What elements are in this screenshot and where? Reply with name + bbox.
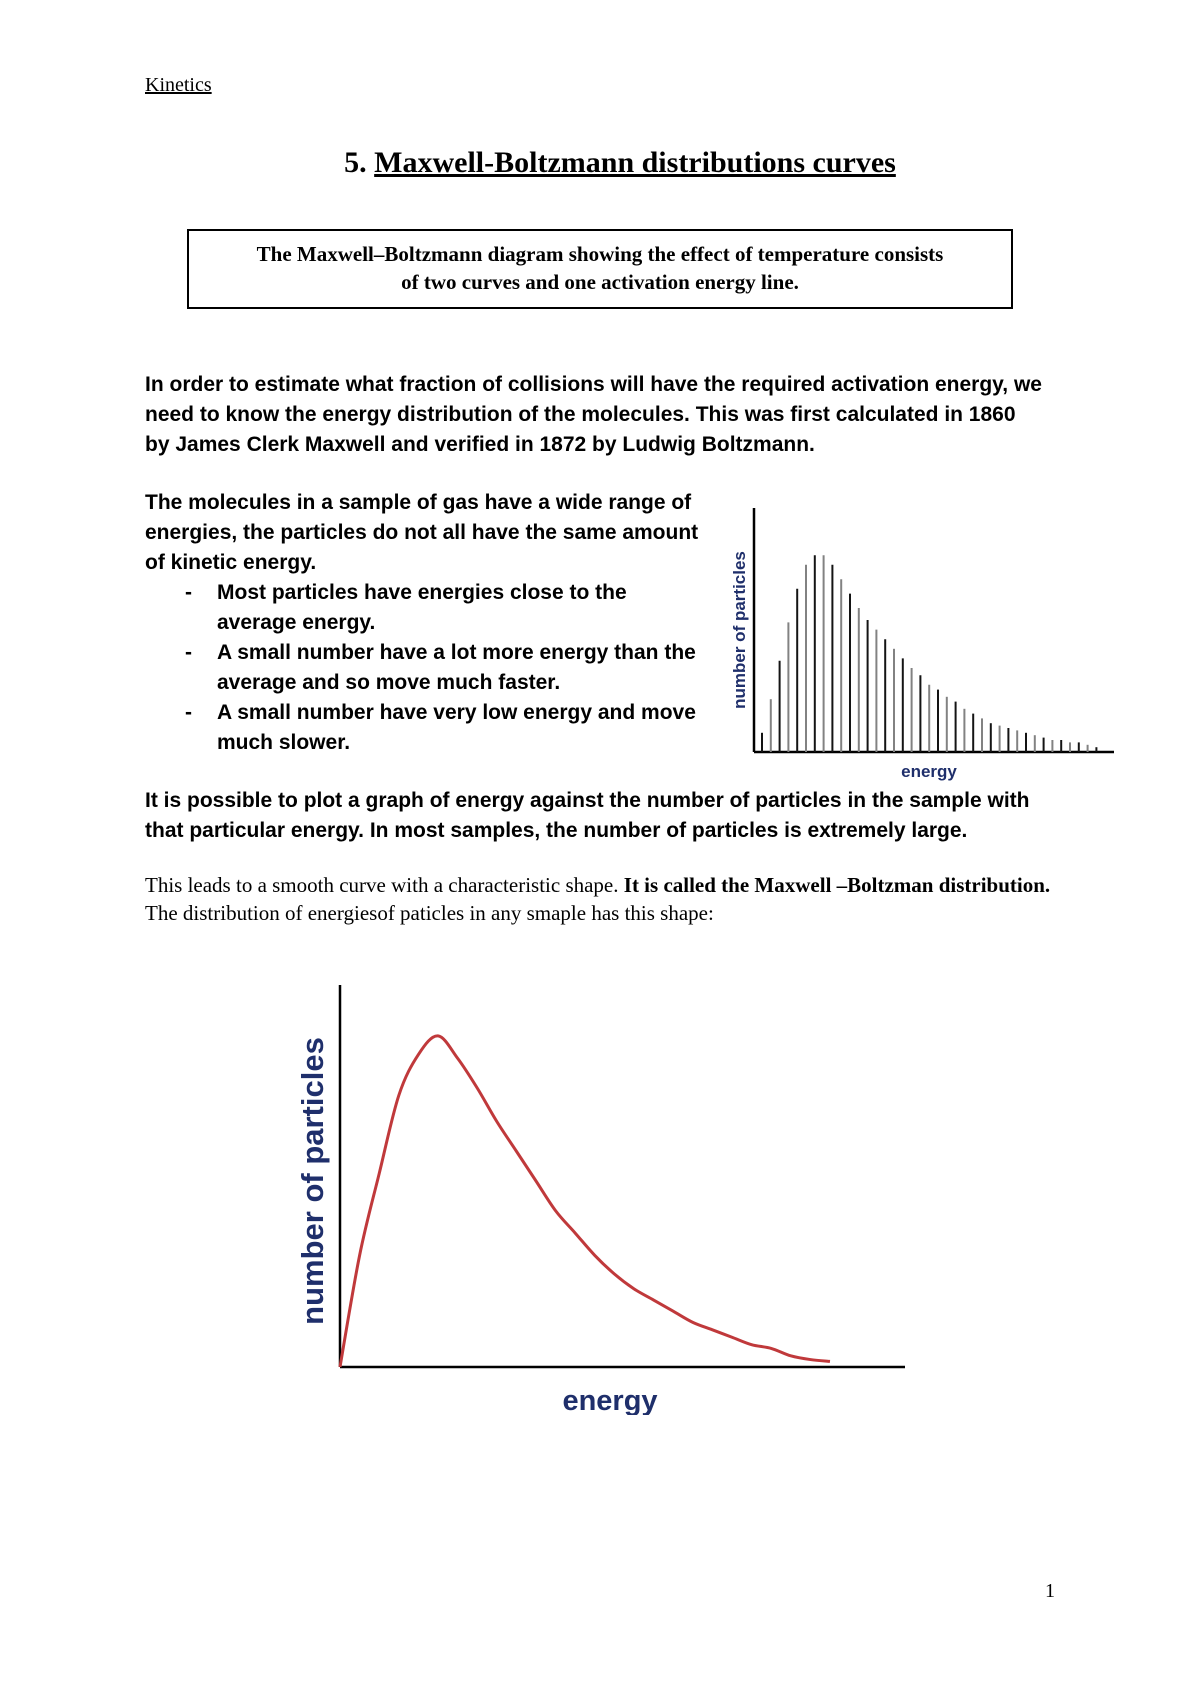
bar-chart (700, 500, 1120, 790)
title-number: 5. (344, 146, 367, 179)
distribution-curve-chart (280, 975, 920, 1415)
distribution-curve (340, 1036, 830, 1367)
page-number: 1 (1045, 1580, 1055, 1602)
bullet-dash: - (185, 701, 192, 724)
intro-paragraph: In order to estimate what fraction of collisions will have the required activation energy, we need to know the energy distribution of the molecules. This was first calculated in 1860 by James Clerk Maxwell and verified in 1872 by Ludwig Boltzmann. (145, 373, 1042, 456)
bullet-item (145, 698, 705, 758)
bullet-text: Most particles have energies close to the average energy. (217, 581, 627, 634)
running-header: Kinetics (145, 74, 212, 96)
molecules-intro: The molecules in a sample of gas have a wide range of energies, the particles do not all have the same amount of kinetic energy. (145, 491, 699, 574)
bar-chart-x-label: energy (901, 762, 957, 781)
bullet-text: A small number have very low energy and move much slower. (217, 701, 696, 754)
distribution-bold: It is called the Maxwell –Boltzman distribution. (623, 873, 1051, 897)
bullet-dash: - (185, 581, 192, 604)
title-text: Maxwell-Boltzmann distributions curves (374, 146, 896, 179)
curve-chart-x-label: energy (562, 1385, 658, 1415)
summary-box (187, 229, 1013, 309)
bullet-item (145, 638, 705, 698)
bar-chart-y-label: number of particles (730, 551, 749, 709)
curve-chart-y-label: number of particles (295, 1037, 330, 1325)
bullet-item (145, 578, 705, 638)
summary-line-1: The Maxwell–Boltzmann diagram showing the effect of temperature consists (256, 242, 944, 266)
summary-line-2: of two curves and one activation energy line. (401, 270, 799, 294)
graph-paragraph: It is possible to plot a graph of energy against the number of particles in the sample with that particular energy. In most samples, the number of particles is extremely large. (145, 789, 1030, 842)
distribution-paragraph (145, 871, 1075, 927)
bullet-dash: - (185, 641, 192, 664)
bullet-text: A small number have a lot more energy than the average and so move much faster. (217, 641, 696, 694)
distribution-text-1: This leads to a smooth curve with a characteristic shape. (145, 873, 624, 897)
page-title (0, 146, 1200, 180)
molecules-paragraph (145, 488, 705, 758)
distribution-text-2: The distribution of energiesof paticles in any smaple has this shape: (145, 901, 714, 925)
